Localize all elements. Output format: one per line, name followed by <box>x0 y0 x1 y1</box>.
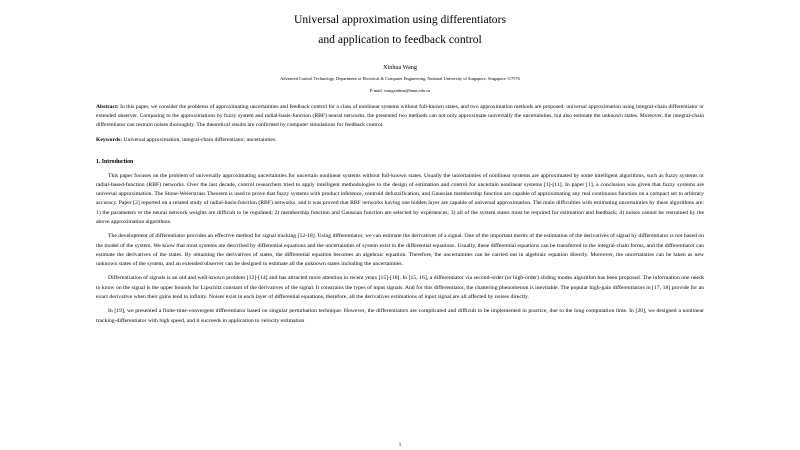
paragraph: This paper focuses on the problem of universally approximating uncertainties for uncertain nonlinear systems without full-known states. Usually the uncertainties of nonlinear systems are approximated by some intelligent algorithms, such as fuzzy systems or radial-based-function (RBF) networks. Over the last decade, control researchers tried to apply intelligent methodologies to the design of estimation and control for uncertain nonlinear systems [1]-[11]. In paper [1], a conclusion was given that fuzzy systems are universal approximation. The Stone-Weierstrass Theorem is used to prove that fuzzy systems with product inference, centroid defuzzification, and Gaussian membership function are capable of approximating any real continuous function on a compact set to arbitrary accuracy. Paper [2] reported on a related study of radial-basis-function (RBF) networks, and it was proved that RBF networks having one hidden layer are capable of universal approximation. The main difficulties with estimating uncertainties by these algorithms are: 1) the parameters or the neural network weights are difficult to be regulated; 2) membership function and Gaussian function are selected by experiences; 3) all of the system states must be required for estimation and feedback; 4) noises cannot be restrained by the above approximation algorithms. <box>96 172 704 226</box>
author-name: Xinhua Wang <box>383 63 417 71</box>
author-email: E-mail: wangxinhua@hnas.edu.cn <box>369 87 431 93</box>
keywords-label: Keywords: <box>96 136 123 143</box>
author-affiliation: Advanced Control Technology, Department of Electrical & Computer Engineering, National University of Singapore, Singapore 117576 <box>280 75 520 81</box>
keywords-text: Universal approximation, integral-chain differentiator, uncertainties. <box>122 136 277 143</box>
paragraph: The development of differentiator provides an effective method for signal tracking [12-18]. Using differentiator, we can estimate the derivatives of a signal. One of the important merits of the estimation of the derivatives of signal by differentiator is not based on the model of the system. We know that most systems are described by differential equations and the uncertainties of system exist in the differential equations. Usually, these differential equations can be transferred to the integral-chain forms, and the differentiator can estimate the derivatives of the states. By obtaining the derivatives of states, the differential equation becomes an algebraic equation. Therefore, the uncertainties can be carried out in algebraic equation directly. Moreover, the uncertainties can be taken as new unknown states of the system, and an extended observer can be designed to estimate all the unknown states including the uncertainties. <box>96 233 704 268</box>
section-heading-introduction: 1. Introduction <box>96 158 134 165</box>
abstract-block <box>96 103 704 130</box>
title-line-1: Universal approximation using differentiators <box>294 13 506 26</box>
paragraph: Differentiation of signals is an old and well-known problem [12]-[14] and has attracted more attention in recent years [15]-[18]. In [15, 16], a differentiator via second-order (or high-order) sliding modes algorithm has been proposed. The information one needs to know on the signal is the upper bounds for Lipschitz constant of the derivatives of the signal. It constrains the types of input signals. And for this differentiator, the chattering phenomenon is inevitable. The popular high-gain differentiators in [17, 18] provide for an exact derivative when their gains tend to infinity. Noises exist in each layer of differential equations, therefore, all the derivatives estimations of input signal are all affected by noises directly. <box>96 275 704 301</box>
abstract-text: In this paper, we consider the problems of approximating uncertainties and feedback control for a class of nonlinear systems without full-known states, and two approximation methods are proposed: universal approximation using integral-chain differentiator or extended observer. Comparing to the approximations by fuzzy system and radial-basis-function (RBF) neural networks, the presented two methods can not only approximate universally the uncertainties, but also estimate the unknown states. Moreover, the integral-chain differentiator can restrain noises thoroughly. The theoretical results are confirmed by computer simulations for feedback control. <box>96 103 704 128</box>
title-line-2: and application to feedback control <box>318 33 482 47</box>
keywords-block <box>96 136 704 145</box>
page-number: 1 <box>398 443 402 448</box>
paper-title <box>96 10 704 51</box>
abstract-label: Abstract: <box>96 103 119 110</box>
paragraph: In [19], we presented a finite-time-convergent differentiator based on singular perturbation technique. However, the differentiators are complicated and difficult to be implemented in practice, due to the long computation time. In [20], we designed a nonlinear tracking-differentiator with high speed, and it succeeds in application to velocity estimation <box>96 308 704 324</box>
